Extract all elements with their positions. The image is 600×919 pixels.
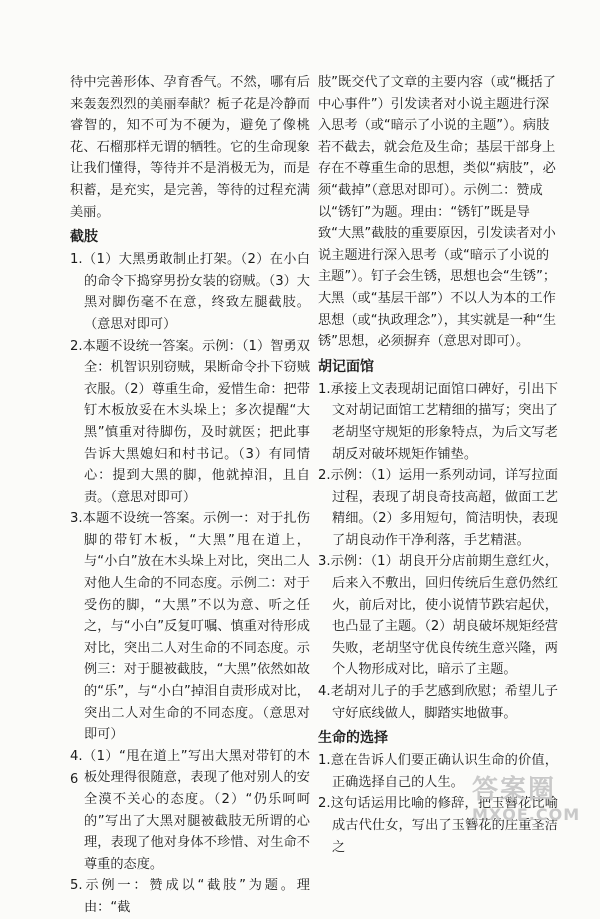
section-title-hujimianguan: 胡记面馆 xyxy=(318,358,374,375)
answer-item: 2.本题不设统一答案。示例：（1）智勇双全：机智识别窃贼，果断命令扑下窃贼衣服。（2）尊重生命，爱惜生命：把带钉木板放妥在木头垛上；多次提醒“大黑”慎重对待脚伤，及时就医；把此事告诉大黑媳妇和村书记。（3）有同情心：提到大黑的脚，他就掉泪，且自责。（意思对即可） xyxy=(70,338,310,505)
watermark-text: 答案圈 xyxy=(472,775,557,805)
section-title-jiezhi: 截肢 xyxy=(70,229,98,246)
watermark-logo xyxy=(472,774,592,830)
answer-item: 1.承接上文表现胡记面馆口碑好，引出下文对胡记面馆工艺精细的描写；突出了老胡坚守规矩的形象特点，为后文写老胡反对破坏规矩作铺垫。 xyxy=(318,381,558,462)
page-number: 6 xyxy=(70,772,79,787)
left-column xyxy=(70,72,310,919)
answer-item: 1.意在告诉人们要正确认识生命的价值，正确选择自己的人生。 xyxy=(318,753,558,790)
right-column xyxy=(318,72,558,858)
answer-item: 2.这句话运用比喻的修辞，把玉簪花比喻成古代仕女，写出了玉簪花的庄重圣洁之 xyxy=(318,796,558,855)
answer-item: 3.本题不设统一答案。示例一：对于扎伤脚的带钉木板，“大黑”甩在道上，与“小白”放在木头垛上对比，突出二人对他人生命的不同态度。示例二：对于受伤的脚，“大黑”不以为意、听之任之，与“小白”反复叮嘱、慎重对待形成对比，突出二人对生命的不同态度。示例三：对于腿被截肢，“大黑”依然如故的“乐”，与“小白”掉泪自责形成对比，突出二人对生命的不同态度。（意思对即可） xyxy=(70,511,310,743)
answer-item: 5.示例一：赞成以“截肢”为题。理由：“截 xyxy=(70,878,310,915)
answer-item: 4.老胡对儿子的手艺感到欣慰；希望儿子守好底线做人，脚踏实地做事。 xyxy=(318,684,558,721)
intro-paragraph: 待中完善形体、孕育香气。不然，哪有后来轰轰烈烈的美丽奉献？栀子花是冷静而睿智的，知不可为不硬为，避免了像桃花、石榴那样无谓的牺牲。它的生命现象让我们懂得，等待并不是消极无为，而是积蓄，是充实，是完善，等待的过程充满美丽。 xyxy=(70,75,310,220)
answer-item: 4.（1）“甩在道上”写出大黑对带钉的木板处理得很随意，表现了他对别人的安全漠不关心的态度。（2）“仍乐呵呵的”写出了大黑对腿被截肢无所谓的心理，表现了他对身体不珍惜、对生命不尊重的态度。 xyxy=(70,748,310,872)
continuation-paragraph: 肢”既交代了文章的主要内容（或“概括了中心事件”）引发读者对小说主题进行深入思考（或“暗示了小说的主题”）。病肢若不截去，就会危及生命；基层干部身上存在不尊重生命的思想，类似“病肢”，必须“截掉”（意思对即可）。示例二：赞成以“锈钉”为题。理由：“锈钉”既是导致“大黑”截肢的重要原因，引发读者对小说主题进行深入思考（或“暗示了小说的主题”）。钉子会生锈，思想也会“生锈”；大黑（或“基层干部”）不以人为本的工作思想（或“执政理念”），其实就是一种“生锈”思想，必须摒弃（意思对即可）。 xyxy=(318,75,557,350)
answer-item: 2.示例：（1）运用一系列动词，详写拉面过程，表现了胡良奇技高超，做面工艺精细。（2）多用短句，简洁明快，表现了胡良动作干净利落，手艺精湛。 xyxy=(318,468,558,548)
answer-item: 3.示例：（1）胡良开分店前期生意红火，后来入不敷出，回归传统后生意仍然红火，前后对比，使小说情节跌宕起伏，也凸显了主题。（2）胡良破坏规矩经营失败，老胡坚守优良传统生意兴隆，两个人物形成对比，暗示了主题。 xyxy=(318,554,558,678)
section-title-shengmingdexuanze: 生命的选择 xyxy=(318,730,388,747)
watermark-url: MXQE.COM xyxy=(472,805,581,824)
answer-item: 1.（1）大黑勇敢制止打架。（2）在小白的命令下捣穿男扮女装的窃贼。（3）大黑对脚伤毫不在意，终致左腿截肢。（意思对即可） xyxy=(70,252,310,332)
